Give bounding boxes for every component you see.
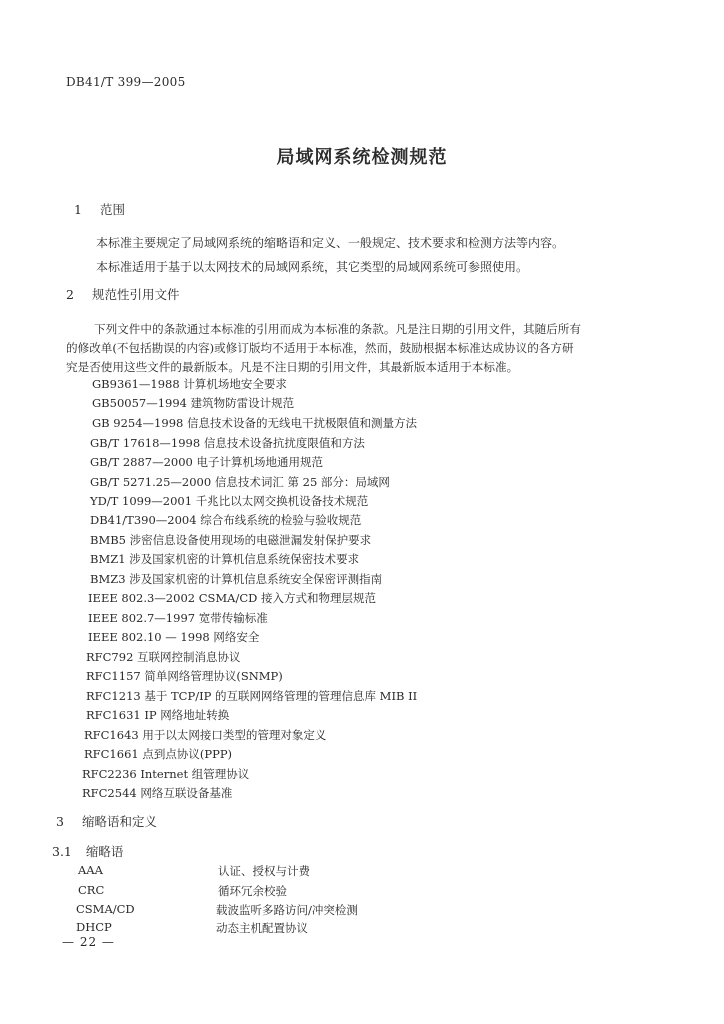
- reference-item: BMZ3 涉及国家机密的计算机信息系统安全保密评测指南: [90, 572, 383, 586]
- reference-item: RFC792 互联网控制消息协议: [86, 650, 241, 664]
- section-title: 缩略语和定义: [81, 814, 157, 829]
- paragraph: 本标准主要规定了局域网系统的缩略语和定义、一般规定、技术要求和检测方法等内容。: [96, 236, 565, 250]
- reference-item: GB/T 5271.25—2000 信息技术词汇 第 25 部分：局域网: [90, 475, 390, 489]
- intro-line: 的修改单(不包括勘误的内容)或修订版均不适用于本标准，然而，鼓励根据本标准达成协议的各方研: [66, 341, 574, 355]
- section-title: 范围: [99, 202, 125, 217]
- reference-item: RFC1661 点到点协议(PPP): [84, 747, 233, 761]
- section-1-heading: [74, 200, 125, 218]
- reference-item: RFC1157 简单网络管理协议(SNMP): [86, 669, 283, 683]
- reference-item: RFC2236 Internet 组管理协议: [82, 767, 250, 781]
- reference-item: GB 9254—1998 信息技术设备的无线电干扰极限值和测量方法: [92, 416, 417, 430]
- document-title: 局域网系统检测规范: [276, 147, 448, 168]
- reference-item: GB9361—1988 计算机场地安全要求: [92, 377, 287, 391]
- standard-code: DB41/T 399—2005: [66, 75, 186, 89]
- abbreviation-term: AAA: [78, 863, 103, 877]
- reference-item: BMZ1 涉及国家机密的计算机信息系统保密技术要求: [90, 552, 360, 566]
- abbreviation-definition: 认证、授权与计费: [218, 864, 310, 878]
- abbreviation-term: CSMA/CD: [76, 902, 135, 916]
- abbreviation-term: CRC: [78, 883, 105, 897]
- reference-item: BMB5 涉密信息设备使用现场的电磁泄漏发射保护要求: [90, 533, 372, 547]
- section-number: 2: [66, 287, 74, 302]
- abbreviation-term: DHCP: [76, 920, 112, 934]
- reference-item: RFC1213 基于 TCP/IP 的互联网网络管理的管理信息库 MIB II: [86, 689, 418, 703]
- reference-item: YD/T 1099—2001 千兆比以太网交换机设备技术规范: [90, 494, 369, 508]
- reference-item: GB50057—1994 建筑物防雷设计规范: [92, 396, 295, 410]
- section-number: 3: [56, 814, 64, 829]
- subsection-number: 3.1: [52, 844, 72, 859]
- reference-item: GB/T 17618—1998 信息技术设备抗扰度限值和方法: [90, 436, 365, 450]
- subsection-3-1-heading: [52, 842, 123, 860]
- page-number: — 22 —: [62, 935, 115, 949]
- section-title: 规范性引用文件: [91, 287, 180, 302]
- subsection-title: 缩略语: [85, 844, 124, 859]
- abbreviation-definition: 循环冗余校验: [218, 884, 287, 898]
- paragraph: 本标准适用于基于以太网技术的局域网系统，其它类型的局域网系统可参照使用。: [96, 260, 529, 274]
- section-2-heading: [66, 285, 179, 303]
- section-number: 1: [74, 202, 82, 217]
- intro-line: 下列文件中的条款通过本标准的引用而成为本标准的条款。凡是注日期的引用文件，其随后所有: [94, 322, 581, 336]
- section-3-heading: [56, 812, 157, 830]
- reference-item: RFC1643 用于以太网接口类型的管理对象定义: [84, 728, 327, 742]
- reference-item: RFC1631 IP 网络地址转换: [86, 708, 230, 722]
- reference-item: DB41/T390—2004 综合布线系统的检验与验收规范: [90, 513, 362, 527]
- reference-item: IEEE 802.10 — 1998 网络安全: [88, 630, 260, 644]
- reference-item: RFC2544 网络互联设备基准: [82, 786, 233, 800]
- reference-item: IEEE 802.7—1997 宽带传输标准: [88, 611, 268, 625]
- reference-item: IEEE 802.3—2002 CSMA/CD 接入方式和物理层规范: [88, 591, 377, 605]
- reference-item: GB/T 2887—2000 电子计算机场地通用规范: [90, 455, 324, 469]
- abbreviation-definition: 载波监听多路访问/冲突检测: [216, 903, 358, 917]
- abbreviation-definition: 动态主机配置协议: [216, 921, 308, 935]
- intro-line: 究是否使用这些文件的最新版本。凡是不注日期的引用文件，其最新版本适用于本标准。: [66, 360, 519, 374]
